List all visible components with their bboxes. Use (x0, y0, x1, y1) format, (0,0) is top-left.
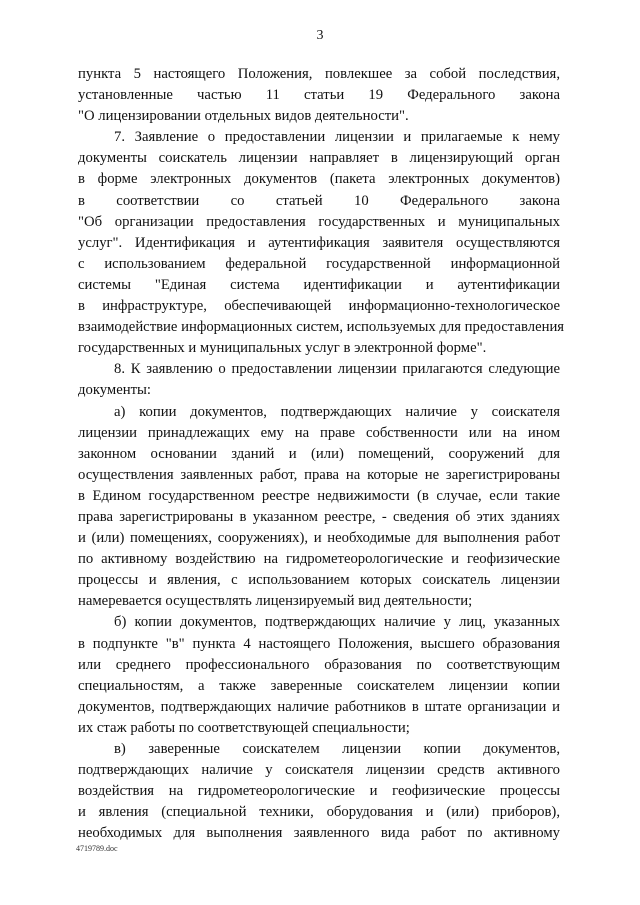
text-line: в соответствии со статьей 10 Федерального закона (78, 192, 560, 209)
text-line: "Об организации предоставления государственных и муниципальных (78, 213, 560, 230)
text-line: с использованием федеральной государственной информационной (78, 255, 560, 272)
text-line: необходимых для выполнения заявленного вида работ по активному (78, 825, 560, 842)
text-line: в подпункте "в" пункта 4 настоящего Положения, высшего образования (78, 635, 560, 652)
document-body (78, 64, 565, 844)
text-line: документов, подтверждающих наличие работников в штате организации и (78, 698, 560, 715)
text-line: и (или) помещениях, сооружениях), и необходимые для выполнения работ (78, 530, 560, 547)
text-line: установленные частью 11 статьи 19 Федерального закона (78, 87, 560, 104)
text-line: в Едином государственном реестре недвижимости (в случае, если такие (78, 487, 560, 504)
text-line: и явления (специальной техники, оборудования и (или) приборов), (78, 804, 560, 821)
text-line: документы соискатель лицензии направляет в лицензирующий орган (78, 150, 560, 167)
text-line: а) копии документов, подтверждающих наличие у соискателя (114, 403, 560, 420)
text-line: пункта 5 настоящего Положения, повлекшее за собой последствия, (78, 66, 560, 82)
text-line: специальностям, а также заверенные соискателем лицензии копии (78, 677, 560, 694)
text-line: намеревается осуществлять лицензируемый вид деятельности; (78, 593, 473, 610)
text-line: 7. Заявление о предоставлении лицензии и прилагаемые к нему (114, 129, 560, 146)
text-line: воздействия на гидрометеорологические и геофизические процессы (78, 783, 560, 800)
text-line: взаимодействие информационных систем, используемых для предоставления (78, 319, 565, 336)
text-line: законном основании зданий и (или) помещений, сооружений для (78, 445, 560, 462)
text-line: осуществления заявленных работ, права на которые не зарегистрированы (78, 466, 560, 483)
text-line: в инфраструктуре, обеспечивающей информационно-технологическое (78, 298, 560, 315)
text-line: в форме электронных документов (пакета электронных документов) (78, 171, 560, 188)
text-line: "О лицензировании отдельных видов деятельности". (78, 108, 409, 125)
text-line: в) заверенные соискателем лицензии копии документов, (114, 741, 560, 757)
text-line: по активному воздействию на гидрометеорологические и геофизические (78, 551, 560, 568)
text-line: подтверждающих наличие у соискателя лицензии средств активного (78, 762, 560, 779)
document-filename-footer: 4719789.doc (76, 844, 118, 853)
text-line: услуг". Идентификация и аутентификация заявителя осуществляются (78, 234, 560, 251)
text-line: государственных и муниципальных услуг в электронной форме". (78, 340, 487, 357)
text-line: лицензии принадлежащих ему на праве собственности или на ином (78, 424, 560, 441)
text-line: б) копии документов, подтверждающих наличие у лиц, указанных (114, 614, 560, 631)
text-line: их стаж работы по соответствующей специальности; (78, 719, 410, 736)
text-line: права зарегистрированы в указанном реестре, - сведения об этих зданиях (78, 508, 560, 525)
text-line: процессы и явления, с использованием которых соискатель лицензии (78, 572, 560, 589)
page-number: 3 (316, 28, 324, 43)
text-line: системы "Единая система идентификации и аутентификации (78, 276, 560, 293)
text-line: документы: (78, 382, 151, 399)
text-line: 8. К заявлению о предоставлении лицензии прилагаются следующие (114, 361, 560, 378)
text-line: или среднего профессионального образования по соответствующим (78, 656, 560, 673)
